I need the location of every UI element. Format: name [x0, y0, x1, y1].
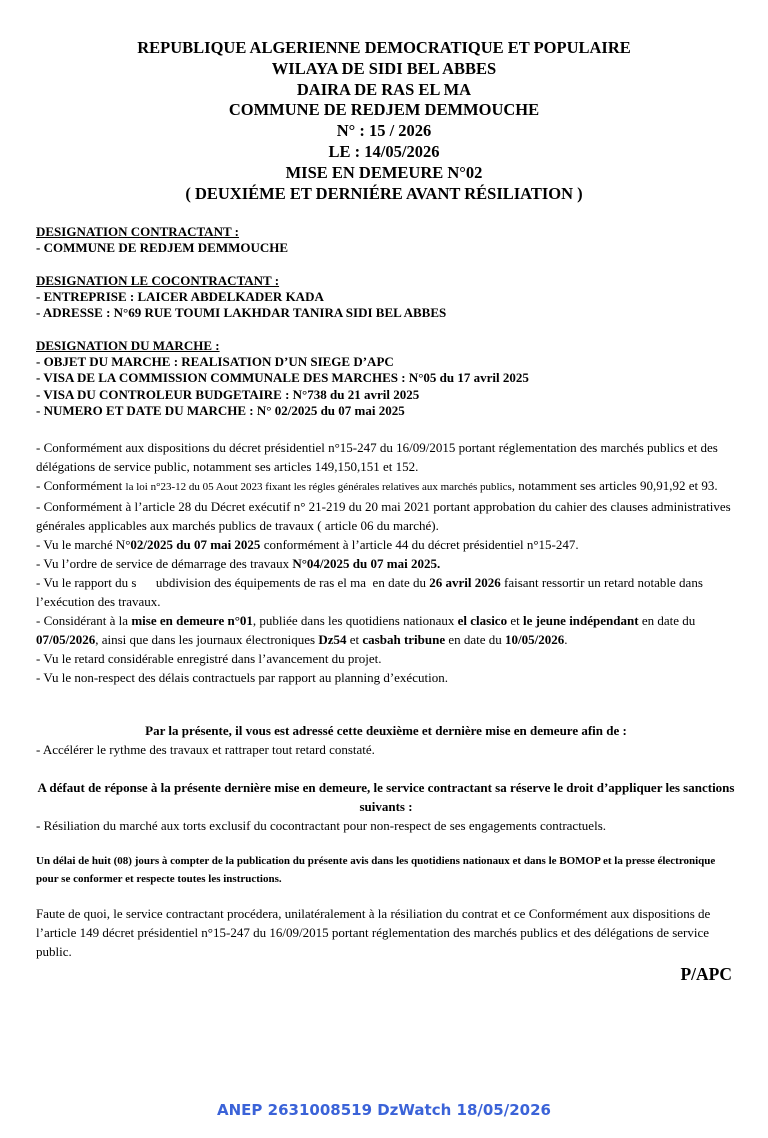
marche-numero: - NUMERO ET DATE DU MARCHE : N° 02/2025 du 07 mai 2025 — [36, 402, 405, 418]
paragraph-decret: - Conformément aux dispositions du décret présidentiel n°15-247 du 16/09/2015 portant réglementation des marchés publics et des délégations de service public, notamment ses articles 149,150,151 et 152. — [36, 440, 718, 474]
header-wilaya: WILAYA DE SIDI BEL ABBES — [271, 58, 497, 78]
contractant-title: DESIGNATION CONTRACTANT : — [36, 224, 239, 239]
paragraph-retard: - Vu le retard considérable enregistré dans l’avancement du projet. — [36, 651, 382, 666]
header-title: MISE EN DEMEURE N°02 — [285, 162, 483, 182]
paragraph-article-28: - Conformément à l’article 28 du Décret exécutif n° 21-219 du 20 mai 2021 portant approbation du cahier des clauses administratives générales applicables aux marchés publics de travaux ( article 06 du marché). — [36, 499, 731, 533]
cocontractant-title: DESIGNATION LE COCONTRACTANT : — [36, 273, 280, 288]
paragraph-non-respect: - Vu le non-respect des délais contractuels par rapport au planning d’exécution. — [36, 670, 448, 685]
paragraph-ordre-service: - Vu l’ordre de service de démarrage des travaux N°04/2025 du 07 mai 2025. — [36, 556, 441, 571]
cocontractant-address: - ADRESSE : N°69 RUE TOUMI LAKHDAR TANIRA SIDI BEL ABBES — [36, 305, 447, 321]
defaut-item: - Résiliation du marché aux torts exclusif du cocontractant pour non-respect de ses engagements contractuels. — [36, 818, 607, 833]
marche-section — [36, 338, 736, 419]
header-date: LE : 14/05/2026 — [328, 141, 440, 161]
header-republic: REPUBLIQUE ALGERIENNE DEMOCRATIQUE ET POPULAIRE — [137, 38, 631, 57]
paragraph-rapport: - Vu le rapport du s ubdivision des équipements de ras el ma en date du 26 avril 2026 faisant ressortir un retard notable dans l’exécution des travaux. — [36, 575, 703, 609]
signature: P/APC — [680, 964, 732, 984]
par-presente-item: - Accélérer le rythme des travaux et rattraper tout retard constaté. — [36, 742, 375, 757]
paragraph-marche: - Vu le marché N°02/2025 du 07 mai 2025 conformément à l’article 44 du décret présidentiel n°15-247. — [36, 537, 579, 552]
contractant-section — [36, 224, 736, 256]
defaut-title: A défaut de réponse à la présente dernière mise en demeure, le service contractant sa réserve le droit d’appliquer les sanctions suivants : — [37, 780, 735, 814]
contractant-item: - COMMUNE DE REDJEM DEMMOUCHE — [36, 240, 289, 256]
cocontractant-section — [36, 273, 736, 322]
footer-reference: ANEP 2631008519 DzWatch 18/05/2026 — [217, 1101, 551, 1119]
document-header — [0, 38, 768, 204]
marche-visa-controleur: - VISA DU CONTROLEUR BUDGETAIRE : N°738 du 21 avril 2025 — [36, 386, 420, 402]
par-presente-title: Par la présente, il vous est adressé cette deuxième et dernière mise en demeure afin de : — [145, 723, 627, 738]
marche-title: DESIGNATION DU MARCHE : — [36, 338, 220, 353]
closing-paragraph: Faute de quoi, le service contractant procédera, unilatéralement à la résiliation du contrat et ce Conformément aux dispositions de l’article 149 décret présidentiel n°15-247 du 16/09/2015 portant réglementation des marchés publics et des délégations de service public. — [36, 906, 711, 959]
cocontractant-enterprise: - ENTREPRISE : LAICER ABDELKADER KADA — [36, 289, 324, 305]
delai-notice: Un délai de huit (08) jours à compter de la publication du présente avis dans les quotidiens nationaux et dans le BOMOP et la presse électronique pour se conformer et respecte toutes les instructions. — [36, 855, 716, 885]
header-commune: COMMUNE DE REDJEM DEMMOUCHE — [228, 100, 540, 120]
paragraph-loi: - Conformément la loi n°23-12 du 05 Aout 2023 fixant les régles générales relatives aux marchés publics, notamment ses articles 90,91,92 et 93. — [36, 478, 718, 493]
marche-visa-commission: - VISA DE LA COMMISSION COMMUNALE DES MARCHES : N°05 du 17 avril 2025 — [36, 370, 529, 386]
paragraph-mise-en-demeure-01: - Considérant à la mise en demeure n°01, publiée dans les quotidiens nationaux el clasico et le jeune indépendant en date du 07/05/2026, ainsi que dans les journaux électroniques Dz54 et casbah tribune en date du 10/05/2026. — [36, 613, 696, 647]
header-subtitle: ( DEUXIÉME ET DERNIÉRE AVANT RÉSILIATION ) — [185, 183, 583, 203]
header-number: N° : 15 / 2026 — [336, 121, 432, 141]
marche-objet: - OBJET DU MARCHE : REALISATION D’UN SIEGE D’APC — [36, 354, 394, 370]
header-daira: DAIRA DE RAS EL MA — [296, 79, 472, 99]
body-paragraphs — [36, 438, 736, 687]
